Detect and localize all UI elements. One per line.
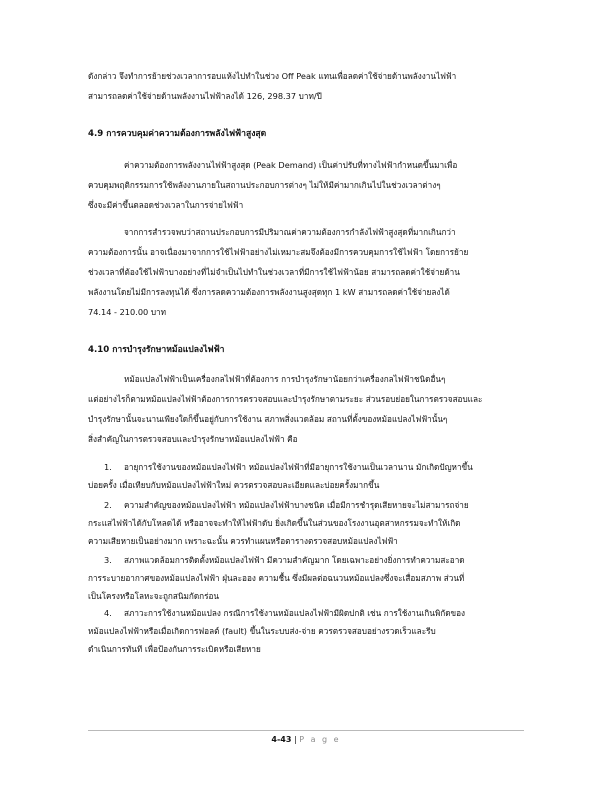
list-item-line: สภาวะการใช้งานหม้อแปลง กรณีการใช้งานหม้อแปลงไฟฟ้ามีผิดปกติ เช่น การใช้งานเกินพิกัดของ (124, 608, 466, 618)
paragraph-line: จากการสำรวจพบว่าสถานประกอบการมีปริมาณค่าความต้องการกำลังไฟฟ้าสูงสุดที่มากเกินกว่า (124, 227, 456, 237)
list-item-number: 1. (104, 462, 112, 472)
list-item-line: ดำเนินการทันที เพื่อป้องกันการระเบิดหรือเสียหาย (88, 644, 261, 654)
paragraph-line: ช่วงเวลาที่ต้องใช้ไฟฟ้าบางอย่างที่ไม่จำเป็นไปทำในช่วงเวลาที่มีการใช้ไฟฟ้าน้อย สามารถลดค่าใช้จ่ายด้าน (88, 267, 460, 277)
list-item-line: ความสำคัญของหม้อแปลงไฟฟ้า หม้อแปลงไฟฟ้าบางชนิด เมื่อมีการชำรุดเสียหายจะไม่สามารถจ่าย (124, 500, 469, 510)
list-item-number: 3. (104, 555, 112, 565)
paragraph-line: สิ่งสำคัญในการตรวจสอบและบำรุงรักษาหม้อแปลงไฟฟ้า คือ (88, 434, 298, 444)
paragraph-line: ควบคุมพฤติกรรมการใช้พลังงานภายในสถานประกอบการต่างๆ ไม่ให้มีค่ามากเกินไปในช่วงเวลาต่างๆ (88, 180, 441, 190)
page-number: 4-43 (271, 735, 292, 744)
intro-line: ดังกล่าว จึงทำการย้ายช่วงเวลาการอบแห้งไปทำในช่วง Off Peak แทนเพื่อลดค่าใช้จ่ายด้านพลังงานไฟฟ้า (88, 71, 457, 81)
paragraph-line: หม้อแปลงไฟฟ้าเป็นเครื่องกลไฟฟ้าที่ต้องการ การบำรุงรักษาน้อยกว่าเครื่องกลไฟฟ้าชนิดอื่นๆ (124, 374, 446, 384)
paragraph-line: ซึ่งจะมีค่าขึ้นตลอดช่วงเวลาในการจ่ายไฟฟ้า (88, 200, 244, 210)
list-item-line: เป็นโครงหรือโลหะจะถูกสนิมกัดกร่อน (88, 591, 220, 601)
section-heading-4-9: 4.9 การควบคุมค่าความต้องการพลังไฟฟ้าสูงสุด (88, 129, 267, 139)
list-item-line: หม้อแปลงไฟฟ้าหรือเมื่อเกิดการฟอลต์ (fault) ขึ้นในระบบส่ง-จ่าย ควรตรวจสอบอย่างรวดเร็วและรีบ (88, 626, 436, 636)
list-item-line: สภาพแวดล้อมการติดตั้งหม้อแปลงไฟฟ้า มีความสำคัญมาก โดยเฉพาะอย่างยิ่งการทำความสะอาด (124, 555, 465, 565)
list-item-line: การระบายอากาศของหม้อแปลงไฟฟ้า ฝุ่นละออง ความชื้น ซึ่งมีผลต่อฉนวนหม้อแปลงซึ่งจะเสื่อมสภาพ ส่วนที่ (88, 573, 465, 583)
list-item-number: 2. (104, 500, 112, 510)
list-item-number: 4. (104, 608, 112, 618)
footer-divider (88, 730, 524, 731)
paragraph-line: 74.14 - 210.00 บาท (88, 307, 167, 317)
paragraph-line: บำรุงรักษานั้นจะนานเพียงใดก็ขึ้นอยู่กับการใช้งาน สภาพสิ่งแวดล้อม สถานที่ตั้งของหม้อแปลงไฟฟ้านั้นๆ (88, 414, 448, 424)
paragraph-line: พลังงานโดยไม่มีการลงทุนได้ ซึ่งการลดความต้องการพลังงานสูงสุดทุก 1 kW สามารถลดค่าใช้จ่ายลงได้ (88, 287, 450, 297)
list-item-line: กระแสไฟฟ้าได้กับโหลดได้ หรืออาจจะทำให้ไฟฟ้าดับ ยิ่งเกิดขึ้นในส่วนของโรงงานอุตสาหกรรมจะทำให้เกิด (88, 518, 461, 528)
list-item-line: อายุการใช้งานของหม้อแปลงไฟฟ้า หม้อแปลงไฟฟ้าที่มีอายุการใช้งานเป็นเวลานาน มักเกิดปัญหาขึ้น (124, 462, 473, 472)
intro-line: สามารถลดค่าใช้จ่ายด้านพลังงานไฟฟ้าลงได้ 126, 298.37 บาท/ปี (88, 91, 322, 101)
list-item-line: บ่อยครั้ง เมื่อเทียบกับหม้อแปลงไฟฟ้าใหม่ ควรตรวจสอบละเอียดและบ่อยครั้งมากขึ้น (88, 480, 380, 490)
paragraph-line: แต่อย่างไรก็ตามหม้อแปลงไฟฟ้าต้องการการตรวจสอบและบำรุงรักษาตามระยะ ส่วนรอบย่อยในการตรวจสอบและ (88, 394, 483, 404)
paragraph-line: ค่าความต้องการพลังงานไฟฟ้าสูงสุด (Peak Demand) เป็นค่าปรับที่ทางไฟฟ้ากำหนดขึ้นมาเพื่อ (124, 160, 458, 170)
footer-separator: | (293, 735, 297, 744)
section-heading-4-10: 4.10 การบำรุงรักษาหม้อแปลงไฟฟ้า (88, 345, 225, 355)
page-footer (0, 735, 612, 745)
paragraph-line: ความต้องการนั้น อาจเนื่องมาจากการใช้ไฟฟ้าอย่างไม่เหมาะสมจึงต้องมีการควบคุมการใช้ไฟฟ้า โดยการย้าย (88, 247, 469, 257)
list-item-line: ความเสียหายเป็นอย่างมาก เพราะฉะนั้น ควรทำแผนหรือตารางตรวจสอบหม้อแปลงไฟฟ้า (88, 536, 398, 546)
page-label: P a g e (299, 735, 341, 744)
